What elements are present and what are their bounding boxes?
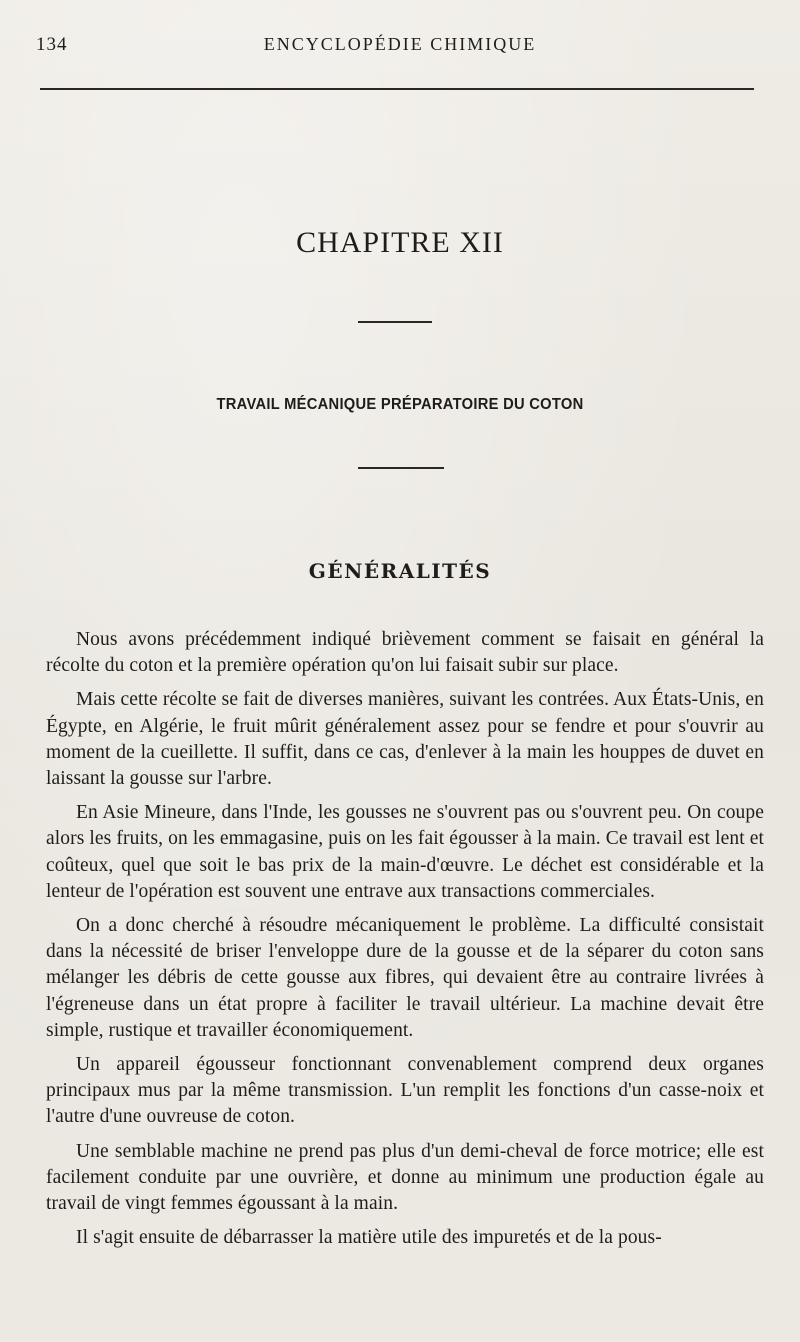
paragraph: Un appareil égousseur fonctionnant convenablement comprend deux organes principaux mus par la même transmission. L'un remplit les fonctions d'un casse-noix et l'autre d'une ouvreuse de coton. bbox=[46, 1054, 764, 1128]
chapter-divider-top bbox=[358, 321, 432, 323]
chapter-subtitle: TRAVAIL MÉCANIQUE PRÉPARATOIRE DU COTON bbox=[216, 396, 584, 413]
paragraph: Une semblable machine ne prend pas plus d'un demi-cheval de force motrice; elle est facilement conduite par une ouvrière, et donne au minimum une production égale au travail de vingt femmes égoussant à la main. bbox=[46, 1140, 764, 1215]
paragraph: On a donc cherché à résoudre mécaniquement le problème. La difficulté consistait dans la nécessité de briser l'enveloppe dure de la gousse et de la séparer du coton sans mélanger les débris de cette gousse aux fibres, qui devaient être au contraire livrées à l'égreneuse dans un état propre à faciliter le travail ultérieur. La machine devait être simple, rustique et travailler économiquement. bbox=[46, 915, 764, 1041]
page-header bbox=[0, 34, 800, 58]
paragraph: Il s'agit ensuite de débarrasser la matière utile des impuretés et de la pous- bbox=[76, 1227, 662, 1249]
chapter-title: CHAPITRE XII bbox=[296, 226, 504, 259]
page-number: 134 bbox=[36, 34, 68, 55]
body-text bbox=[46, 627, 764, 1251]
paragraph: Mais cette récolte se fait de diverses manières, suivant les contrées. Aux États-Unis, en Égypte, en Algérie, le fruit mûrit généralement assez pour se fendre et pour s'ouvrir au moment de la cueillette. Il suffit, dans ce cas, d'enlever à la main les houppes de duvet en laissant la gousse sur l'arbre. bbox=[46, 689, 764, 790]
header-rule bbox=[40, 88, 754, 90]
paragraph: Nous avons précédemment indiqué brièvement comment se faisait en général la récolte du coton et la première opération qu'on lui faisait subir sur place. bbox=[46, 629, 764, 677]
running-head: ENCYCLOPÉDIE CHIMIQUE bbox=[263, 34, 537, 54]
section-title: GÉNÉRALITÉS bbox=[308, 559, 492, 583]
paragraph: En Asie Mineure, dans l'Inde, les gousses ne s'ouvrent pas ou s'ouvrent peu. On coupe alors les fruits, on les emmagasine, puis on les fait égousser à la main. Ce travail est lent et coûteux, quel que soit le bas prix de la main-d'œuvre. Le déchet est considérable et la lenteur de l'opération est souvent une entrave aux transactions commerciales. bbox=[46, 802, 764, 902]
chapter-divider-bottom bbox=[358, 467, 444, 469]
